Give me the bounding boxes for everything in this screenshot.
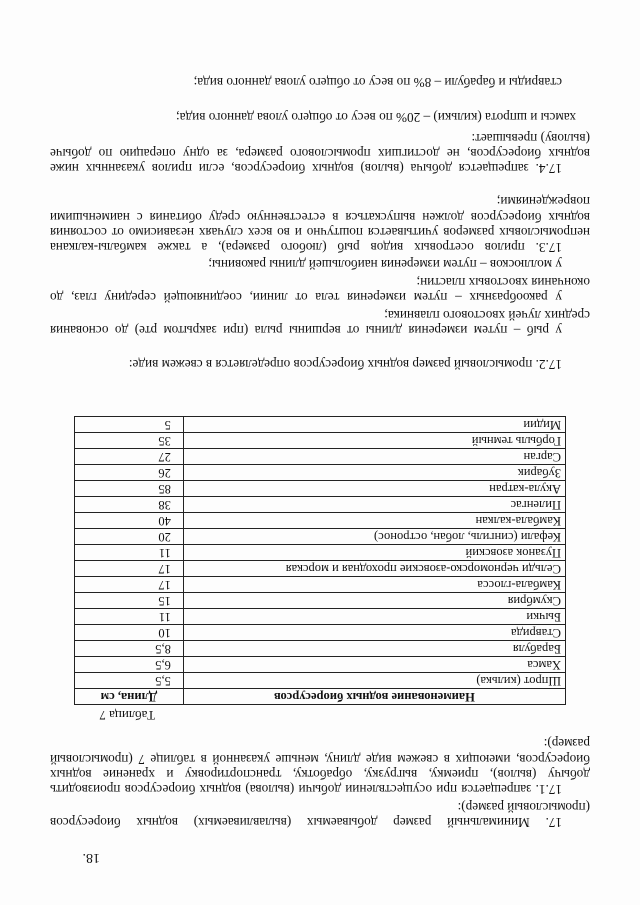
species-name: Ставрида: [183, 625, 565, 641]
species-length: 26: [75, 465, 184, 481]
species-length: 6,5: [75, 657, 184, 673]
species-name: Горбыль темный: [183, 433, 565, 449]
species-name: Пиленгас: [183, 497, 565, 513]
table-row: [75, 513, 566, 529]
paragraph-17-1: 17.1. запрещается при осуществлении добычи (вылова) водных биоресурсов производить добычу (вылов), приемку, выгрузку, обработку, транспортировку и хранение водных биоресурсов, имеющих в свежем виде длину, меньше указанной в таблице 7 (промысловый размер):: [50, 736, 590, 797]
species-length: 85: [75, 481, 184, 497]
table-row: [75, 465, 566, 481]
species-length: 11: [75, 609, 184, 625]
table-caption: Таблица 7: [99, 708, 155, 723]
header-species: Наименование водных биоресурсов: [183, 689, 565, 705]
table-row: [75, 625, 566, 641]
paragraph-17-4-item-b: ставриды и барабули – 8% по весу от общего улова данного вида;: [193, 75, 562, 90]
species-name: Зубарик: [183, 465, 565, 481]
table-row: [75, 641, 566, 657]
species-name: Сельди черноморско-азовские проходная и морская: [183, 561, 565, 577]
species-length: 11: [75, 545, 184, 561]
paragraph-17-2: 17.2. промысловый размер водных биоресурсов определяется в свежем виде:: [128, 357, 562, 372]
species-name: Скумбрия: [183, 593, 565, 609]
species-name: Сарган: [183, 449, 565, 465]
paragraph-17-2-crustaceans: у ракообразных – путем измерения тела от линии, соединяющей середину глаз, до окончания хвостовых пластин;: [50, 274, 590, 305]
species-length: 35: [75, 433, 184, 449]
header-length: Длина, см: [75, 689, 184, 705]
table-row: [75, 657, 566, 673]
species-length-table: [74, 416, 566, 705]
table-row: [75, 545, 566, 561]
species-name: Кефали (сингиль, лобан, остронос): [183, 529, 565, 545]
table-row: [75, 561, 566, 577]
species-length: 17: [75, 561, 184, 577]
section-17-heading: 17. Минимальный размер добываемых (вылавливаемых) водных биоресурсов (промысловый размер):: [50, 799, 590, 830]
species-length: 10: [75, 625, 184, 641]
table-row: [75, 449, 566, 465]
species-length: 20: [75, 529, 184, 545]
table-row: [75, 433, 566, 449]
table-header-row: [75, 689, 566, 705]
paragraph-17-2-molluscs: у моллюсков – путем измерения наибольшей длины раковины;: [208, 257, 562, 272]
species-name: Камбала-глосса: [183, 577, 565, 593]
table-row: [75, 577, 566, 593]
species-name: Акула-катран: [183, 481, 565, 497]
table-row: [75, 417, 566, 433]
species-length: 8,5: [75, 641, 184, 657]
page-number: 18.: [82, 850, 100, 865]
species-name: Пузанок азовский: [183, 545, 565, 561]
species-length: 40: [75, 513, 184, 529]
table-row: [75, 593, 566, 609]
paragraph-17-3: 17.3. прилов осетровых видов рыб (любого размера), а также камбалы-калкана непромысловых размеров учитывается поштучно и во всех случаях независимо от состояния водных биоресурсов должен выпускаться в естественную среду обитания с наименьшими повреждениями;: [50, 194, 590, 255]
species-name: Мидии: [183, 417, 565, 433]
table-row: [75, 481, 566, 497]
species-name: Барабуля: [183, 641, 565, 657]
species-length: 5,5: [75, 673, 184, 689]
species-name: Камбала-калкан: [183, 513, 565, 529]
species-name: Шпрот (килька): [183, 673, 565, 689]
table-row: [75, 529, 566, 545]
species-name: Бычки: [183, 609, 565, 625]
species-length: 17: [75, 577, 184, 593]
paragraph-17-4-item-a: хамсы и шпрота (кильки) – 20% по весу от общего улова данного вида;: [175, 110, 576, 125]
species-length: 15: [75, 593, 184, 609]
table-row: [75, 673, 566, 689]
species-length: 27: [75, 449, 184, 465]
table-row: [75, 609, 566, 625]
paragraph-17-2-fish: у рыб – путем измерения длины от вершины рыла (при закрытом рте) до основания средних лучей хвостового плавника;: [50, 307, 590, 338]
table-row: [75, 497, 566, 513]
species-length: 38: [75, 497, 184, 513]
species-name: Хамса: [183, 657, 565, 673]
species-length: 5: [75, 417, 184, 433]
paragraph-17-4: 17.4. запрещается добыча (вылов) водных биоресурсов, если прилов указанных ниже водных биоресурсов, не достигших промыслового размера, за одну операцию по добыче (вылову) превышает:: [50, 130, 590, 176]
